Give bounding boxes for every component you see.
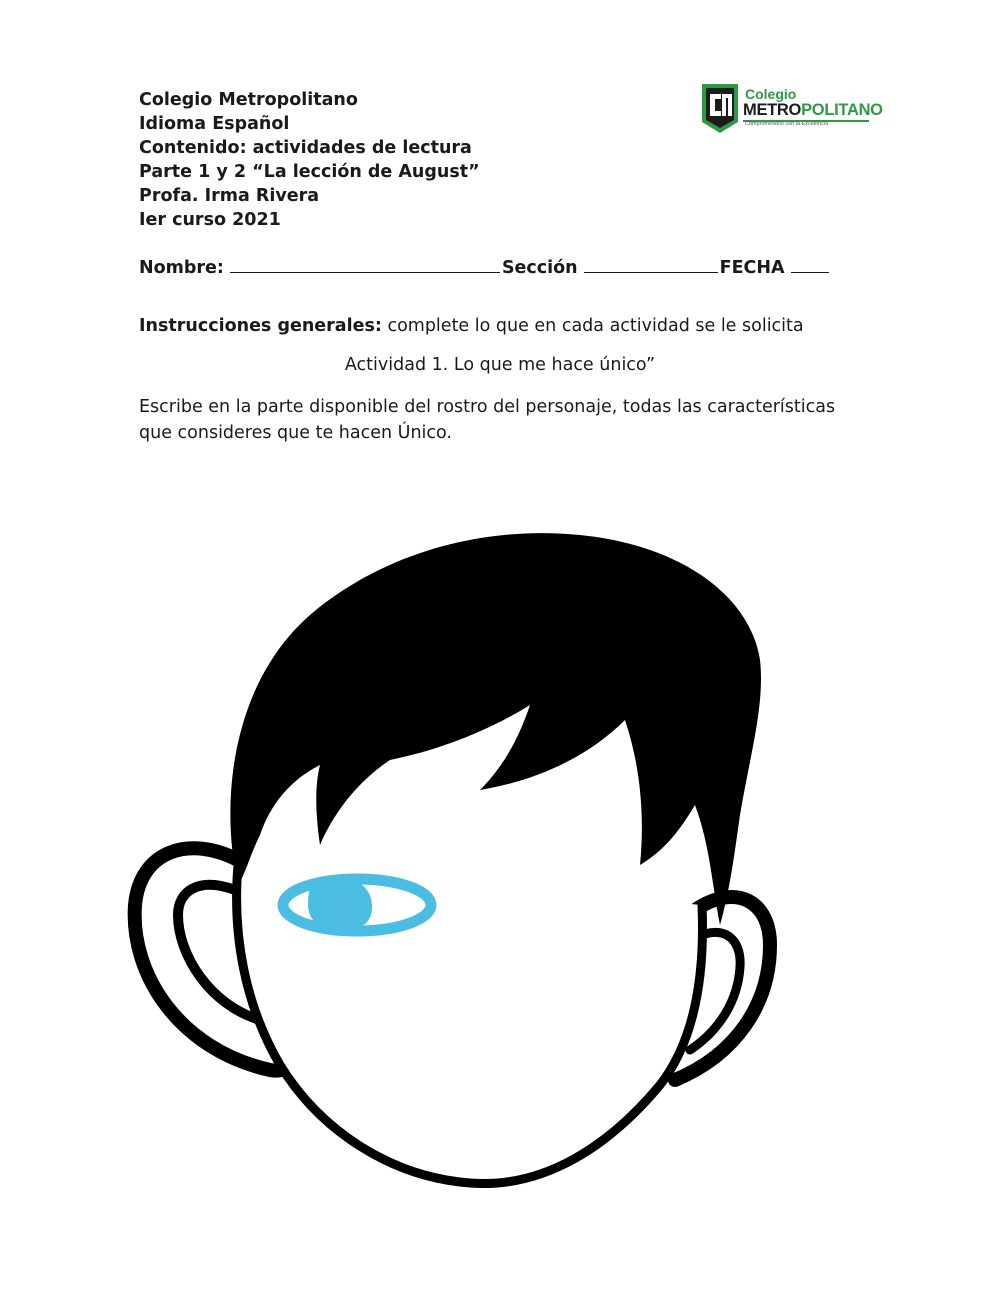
seccion-label: Sección bbox=[501, 258, 578, 278]
activity-description: Escribe en la parte disponible del rostro del personaje, todas las características que consideres que te hacen Único. bbox=[139, 397, 836, 443]
logo-word-metropolitano bbox=[743, 101, 883, 120]
student-info-line bbox=[139, 256, 831, 278]
logo-politano: POLITANO bbox=[801, 101, 883, 119]
logo-metro: METRO bbox=[743, 101, 802, 119]
logo-tagline: Comprometidos con la Excelencia bbox=[745, 121, 829, 127]
seccion-blank[interactable] bbox=[584, 256, 718, 273]
fecha-label: FECHA bbox=[719, 258, 785, 278]
content-topic: Contenido: actividades de lectura bbox=[139, 138, 472, 158]
nombre-blank[interactable] bbox=[230, 256, 500, 273]
logo-word-colegio: Colegio bbox=[745, 86, 797, 102]
course-year: Ier curso 2021 bbox=[139, 210, 281, 230]
teacher-name: Profa. Irma Rivera bbox=[139, 186, 320, 206]
activity-title: Actividad 1. Lo que me hace único” bbox=[344, 355, 656, 375]
instructions-label: Instrucciones generales: bbox=[139, 316, 382, 336]
nombre-label: Nombre: bbox=[139, 258, 224, 278]
school-name: Colegio Metropolitano bbox=[139, 90, 358, 110]
hair bbox=[230, 533, 761, 925]
header-block bbox=[139, 88, 480, 232]
general-instructions bbox=[139, 316, 804, 336]
face-illustration[interactable] bbox=[120, 505, 800, 1205]
subject: Idioma Español bbox=[139, 114, 290, 134]
reading-part: Parte 1 y 2 “La lección de August” bbox=[139, 162, 480, 182]
instructions-text: complete lo que en cada actividad se le solicita bbox=[381, 316, 804, 336]
eye-iris bbox=[308, 879, 372, 931]
fecha-blank[interactable] bbox=[791, 256, 829, 273]
